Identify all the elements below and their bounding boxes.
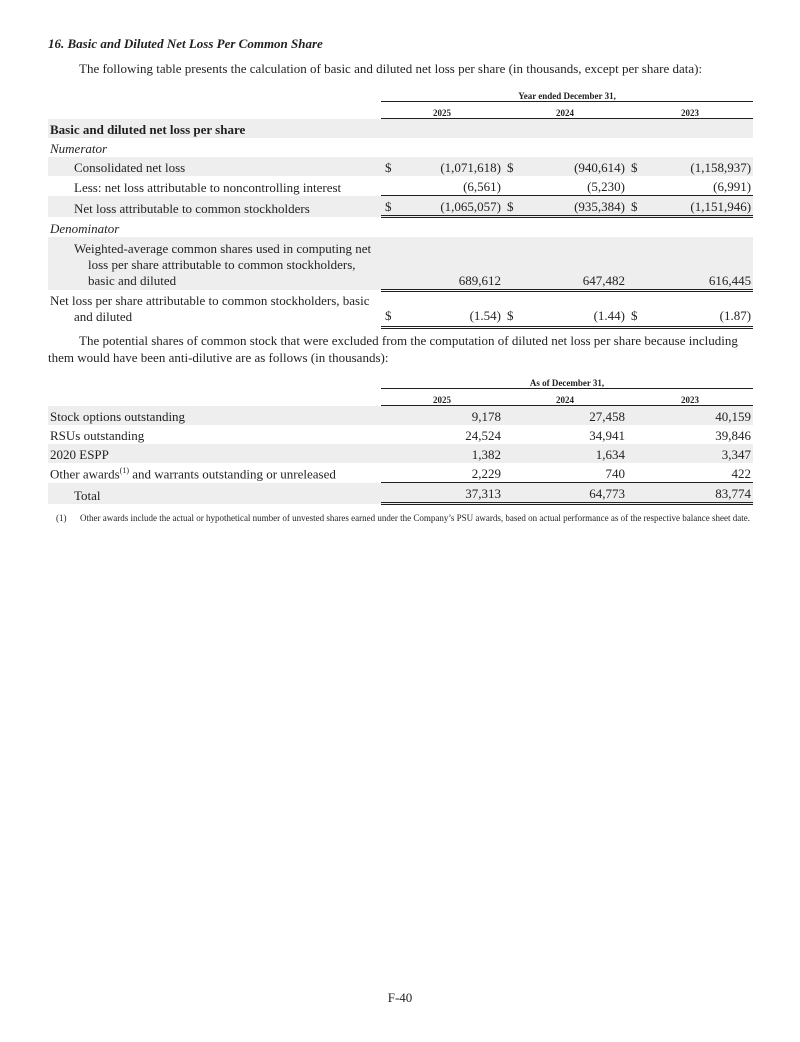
intro-paragraph: The following table presents the calculation of basic and diluted net loss per share (in thousands, except per share data): <box>79 61 703 76</box>
year-header: 2023 <box>627 389 753 406</box>
currency-symbol: $ <box>381 196 401 217</box>
cell-value: 64,773 <box>503 483 627 504</box>
numerator-label: Numerator <box>50 141 108 156</box>
footnote-marker: (1) <box>56 513 67 523</box>
row-label: Stock options outstanding <box>50 409 186 424</box>
currency-symbol: $ <box>385 160 392 175</box>
row-label-text: Other awards <box>50 466 120 482</box>
table-row <box>48 237 753 290</box>
cell-value: 24,524 <box>465 428 501 443</box>
row-label: Consolidated net loss <box>74 160 186 175</box>
year-header: 2024 <box>503 389 627 406</box>
row-label: 2020 ESPP <box>50 447 109 462</box>
cell-value: (935,384) <box>523 196 627 217</box>
cell-value: 647,482 <box>523 237 627 290</box>
denominator-label: Denominator <box>50 221 120 236</box>
cell-value: 1,382 <box>471 447 501 462</box>
cell-value: 39,846 <box>715 428 752 443</box>
table-group-header-row <box>48 84 753 102</box>
table-row <box>48 196 753 217</box>
cell-value: (1.87) <box>647 290 753 327</box>
year-header: 2025 <box>381 389 503 406</box>
cell-value: 9,178 <box>471 409 501 424</box>
cell-value: (1,151,946) <box>647 196 753 217</box>
table-group-header-row <box>48 371 753 389</box>
table-row <box>48 463 753 483</box>
cell-value: 37,313 <box>381 483 503 504</box>
antidilutive-shares-table <box>48 371 753 505</box>
footnote-text: Other awards include the actual or hypothetical number of unvested shares earned under the Company’s PSU awards, based on actual performance as of the respective balance sheet date. <box>80 513 750 523</box>
cell-value: (5,230) <box>523 176 627 196</box>
year-header: 2024 <box>503 102 627 119</box>
table-row <box>48 119 753 139</box>
cell-value: (940,614) <box>574 160 625 175</box>
cell-value: 83,774 <box>627 483 753 504</box>
cell-value: (1.44) <box>523 290 627 327</box>
currency-symbol: $ <box>631 160 638 175</box>
row-label: Less: net loss attributable to noncontrolling interest <box>74 179 342 195</box>
currency-symbol: $ <box>507 160 514 175</box>
table-row <box>48 483 753 504</box>
table-row <box>48 157 753 176</box>
net-loss-per-share-table <box>48 84 753 329</box>
section-heading: 16. Basic and Diluted Net Loss Per Common Share <box>48 36 323 51</box>
row-label <box>48 463 381 483</box>
row-label: Net loss attributable to common stockholders <box>74 200 310 216</box>
cell-value: 27,458 <box>589 409 625 424</box>
cell-value: 40,159 <box>715 409 752 424</box>
row-label: Weighted-average common shares used in computing net loss per share attributable to common stockholders, basic and diluted <box>74 241 372 288</box>
cell-value: (1,065,057) <box>401 196 503 217</box>
row-label: RSUs outstanding <box>50 428 145 443</box>
currency-symbol: $ <box>627 290 647 327</box>
row-label-text: and warrants outstanding or unreleased <box>129 466 336 482</box>
group-header: As of December 31, <box>381 371 753 389</box>
section-title: Basic and diluted net loss per share <box>50 122 246 137</box>
cell-value: 1,634 <box>595 447 625 462</box>
table-row <box>48 217 753 238</box>
footnote <box>56 512 753 525</box>
currency-symbol: $ <box>627 196 647 217</box>
cell-value: (6,991) <box>647 176 753 196</box>
table-year-header-row <box>48 389 753 406</box>
row-label: Total <box>74 487 101 503</box>
cell-value: 2,229 <box>381 463 503 483</box>
cell-value: 3,347 <box>721 447 752 462</box>
table-row <box>48 290 753 327</box>
table-row <box>48 425 753 444</box>
currency-symbol: $ <box>503 290 523 327</box>
cell-value: (1,071,618) <box>440 160 501 175</box>
cell-value: 616,445 <box>647 237 753 290</box>
table-year-header-row <box>48 102 753 119</box>
row-label: Net loss per share attributable to common stockholders, basic and diluted <box>50 293 370 324</box>
cell-value: (6,561) <box>401 176 503 196</box>
footnote-reference: (1) <box>119 466 129 476</box>
antidilutive-paragraph: The potential shares of common stock that were excluded from the computation of diluted net loss per share because including them would have been anti-dilutive are as follows (in thousands): <box>48 333 738 365</box>
cell-value: 34,941 <box>589 428 625 443</box>
year-header: 2023 <box>627 102 753 119</box>
table-row <box>48 138 753 157</box>
table-row <box>48 176 753 196</box>
cell-value: 689,612 <box>401 237 503 290</box>
group-header: Year ended December 31, <box>381 84 753 102</box>
page-number: F-40 <box>387 990 413 1005</box>
year-header: 2025 <box>381 102 503 119</box>
currency-symbol: $ <box>503 196 523 217</box>
currency-symbol: $ <box>381 290 401 327</box>
table-row <box>48 444 753 463</box>
cell-value: (1.54) <box>401 290 503 327</box>
cell-value: 422 <box>627 463 753 483</box>
table-row <box>48 406 753 426</box>
cell-value: (1,158,937) <box>690 160 752 175</box>
cell-value: 740 <box>503 463 627 483</box>
